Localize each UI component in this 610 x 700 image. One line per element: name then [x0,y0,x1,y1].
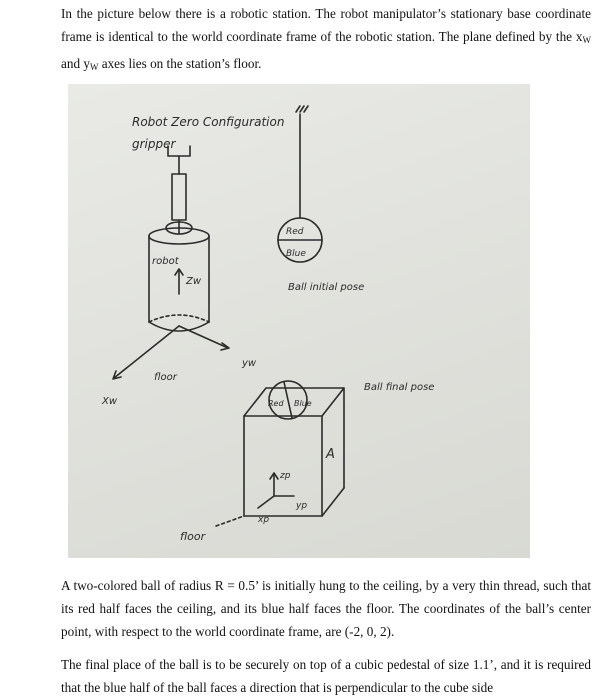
face-a-label: A [326,447,335,462]
xp-label: xp [258,515,270,525]
sketch-title: Robot Zero Configuration [132,115,285,129]
robot-label: robot [152,256,179,267]
blue-label-bottom: Blue [294,399,312,408]
yp-label: yp [296,501,308,511]
paragraph-ball-final: The final place of the ball is to be securely on top of a cubic pedestal of size 1.1’, and it is required that the blue half of the ball faces a direction that is perpendicular to the cube side [61,657,591,695]
intro-paragraph [61,2,591,79]
sketch-photo [68,84,530,558]
sketch-drawing [68,84,530,558]
blue-label-top: Blue [286,249,306,259]
robot-arm [172,174,186,220]
intro-text-b: and y [61,56,90,71]
xw-label: Xw [102,396,118,407]
intro-sub-a: W [582,35,591,45]
intro-sub-b: W [89,62,99,72]
paragraph-ball-initial: A two-colored ball of radius R = 0.5’ is initially hung to the ceiling, by a very thin thread, such that its red half faces the ceiling, and its blue half faces the floor. The coordinates of the ball’s center point, with respect to the world coordinate frame, are (-2, 0, 2). [61,578,591,639]
ball-initial-label: Ball initial pose [288,282,365,293]
yw-label: yw [242,358,257,369]
zp-label: zp [280,471,291,481]
intro-text-c: axes lies on the station’s floor. [98,56,262,71]
floor-label-bottom: floor [180,530,206,543]
red-label-top: Red [286,227,304,237]
red-label-bottom: Red [268,399,284,408]
ball-final-label: Ball final pose [364,382,435,393]
floor-label-top: floor [154,372,177,383]
intro-text-a: In the picture below there is a robotic station. The robot manipulator’s stationary base coordinate frame is identical to the world coordinate frame of the robotic station. The plane defined by the x [61,6,591,44]
zw-label: Zw [186,276,202,287]
gripper-label: gripper [132,137,176,151]
